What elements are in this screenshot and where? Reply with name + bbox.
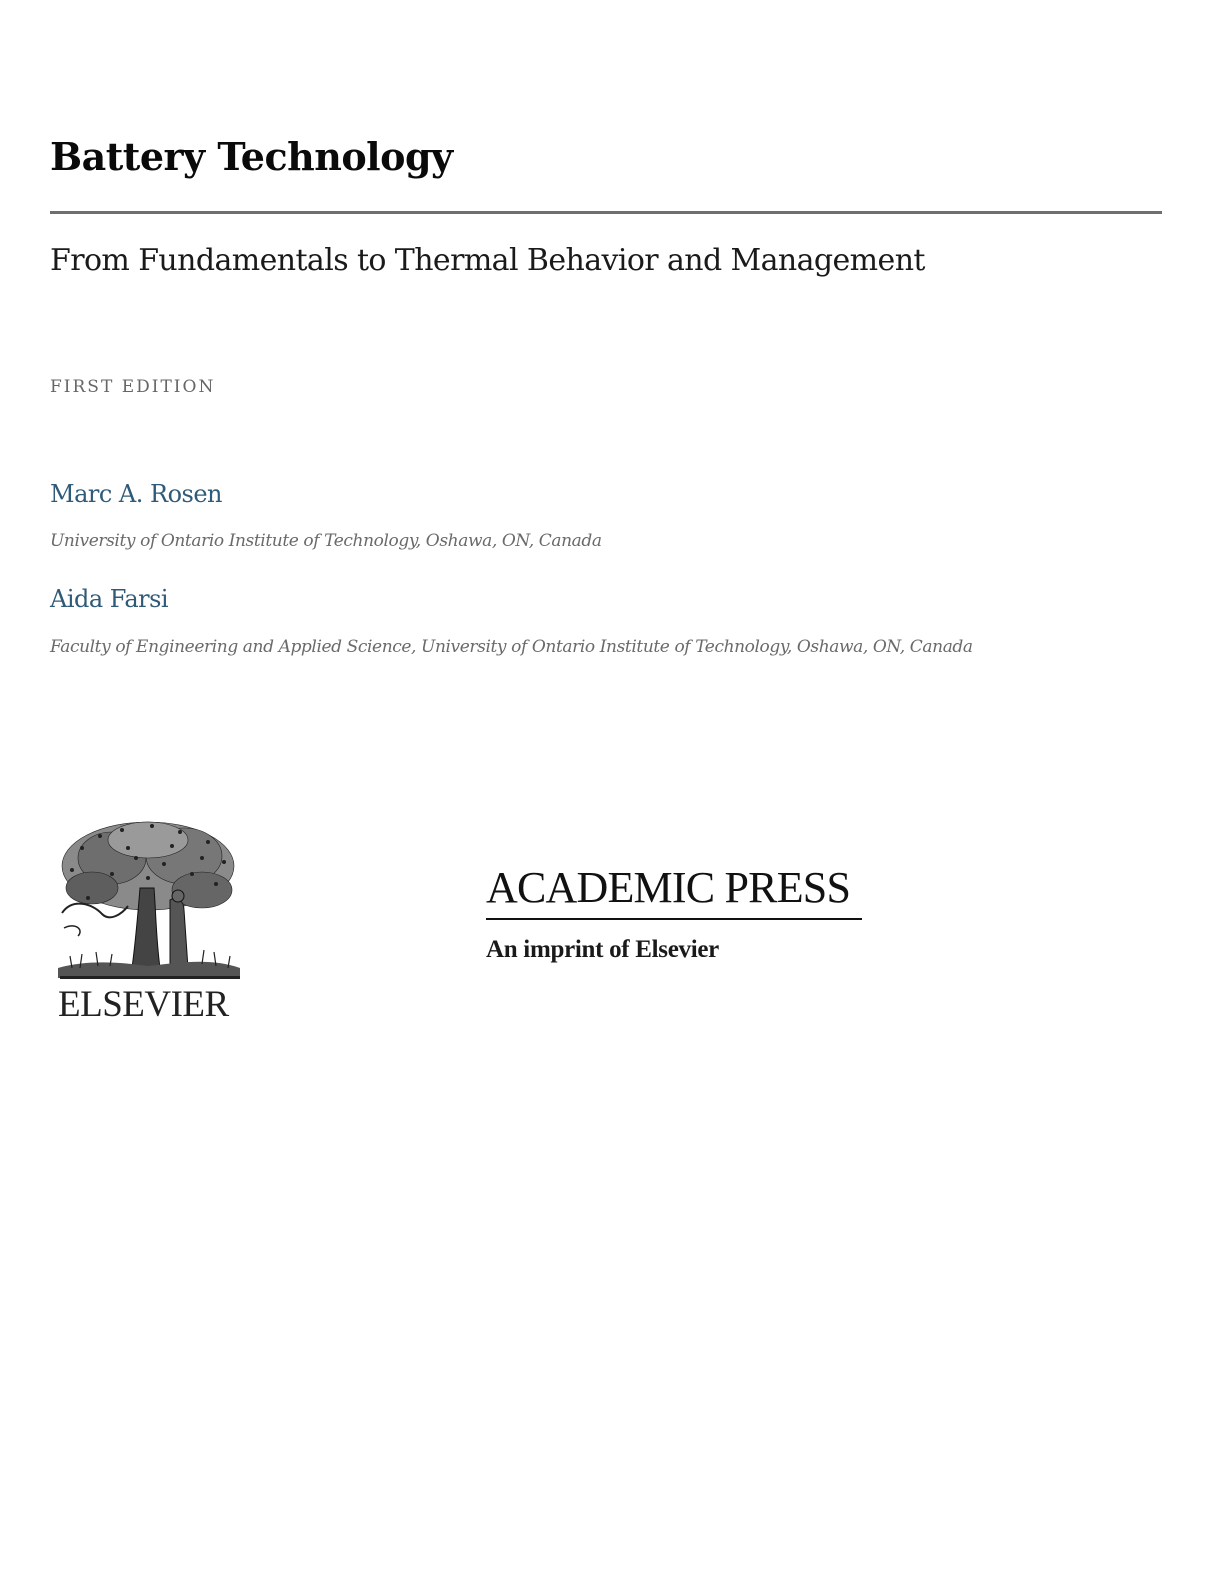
edition-label: FIRST EDITION — [50, 377, 216, 397]
author-affiliation: University of Ontario Institute of Technology, Oshawa, ON, Canada — [50, 531, 602, 551]
title-divider — [50, 211, 1162, 214]
book-subtitle: From Fundamentals to Thermal Behavior and Management — [50, 243, 925, 278]
imprint-tagline: An imprint of Elsevier — [486, 936, 719, 963]
press-divider — [486, 918, 862, 920]
elsevier-wordmark: ELSEVIER — [58, 984, 229, 1025]
tree-icon — [52, 818, 244, 983]
book-title: Battery Technology — [50, 134, 453, 179]
author-affiliation: Faculty of Engineering and Applied Science, University of Ontario Institute of Technology, Oshawa, ON, Canada — [50, 637, 973, 657]
author-name: Aida Farsi — [50, 585, 169, 613]
imprint-block — [486, 862, 866, 964]
author-name: Marc A. Rosen — [50, 480, 223, 508]
press-name: ACADEMIC PRESS — [486, 863, 851, 912]
